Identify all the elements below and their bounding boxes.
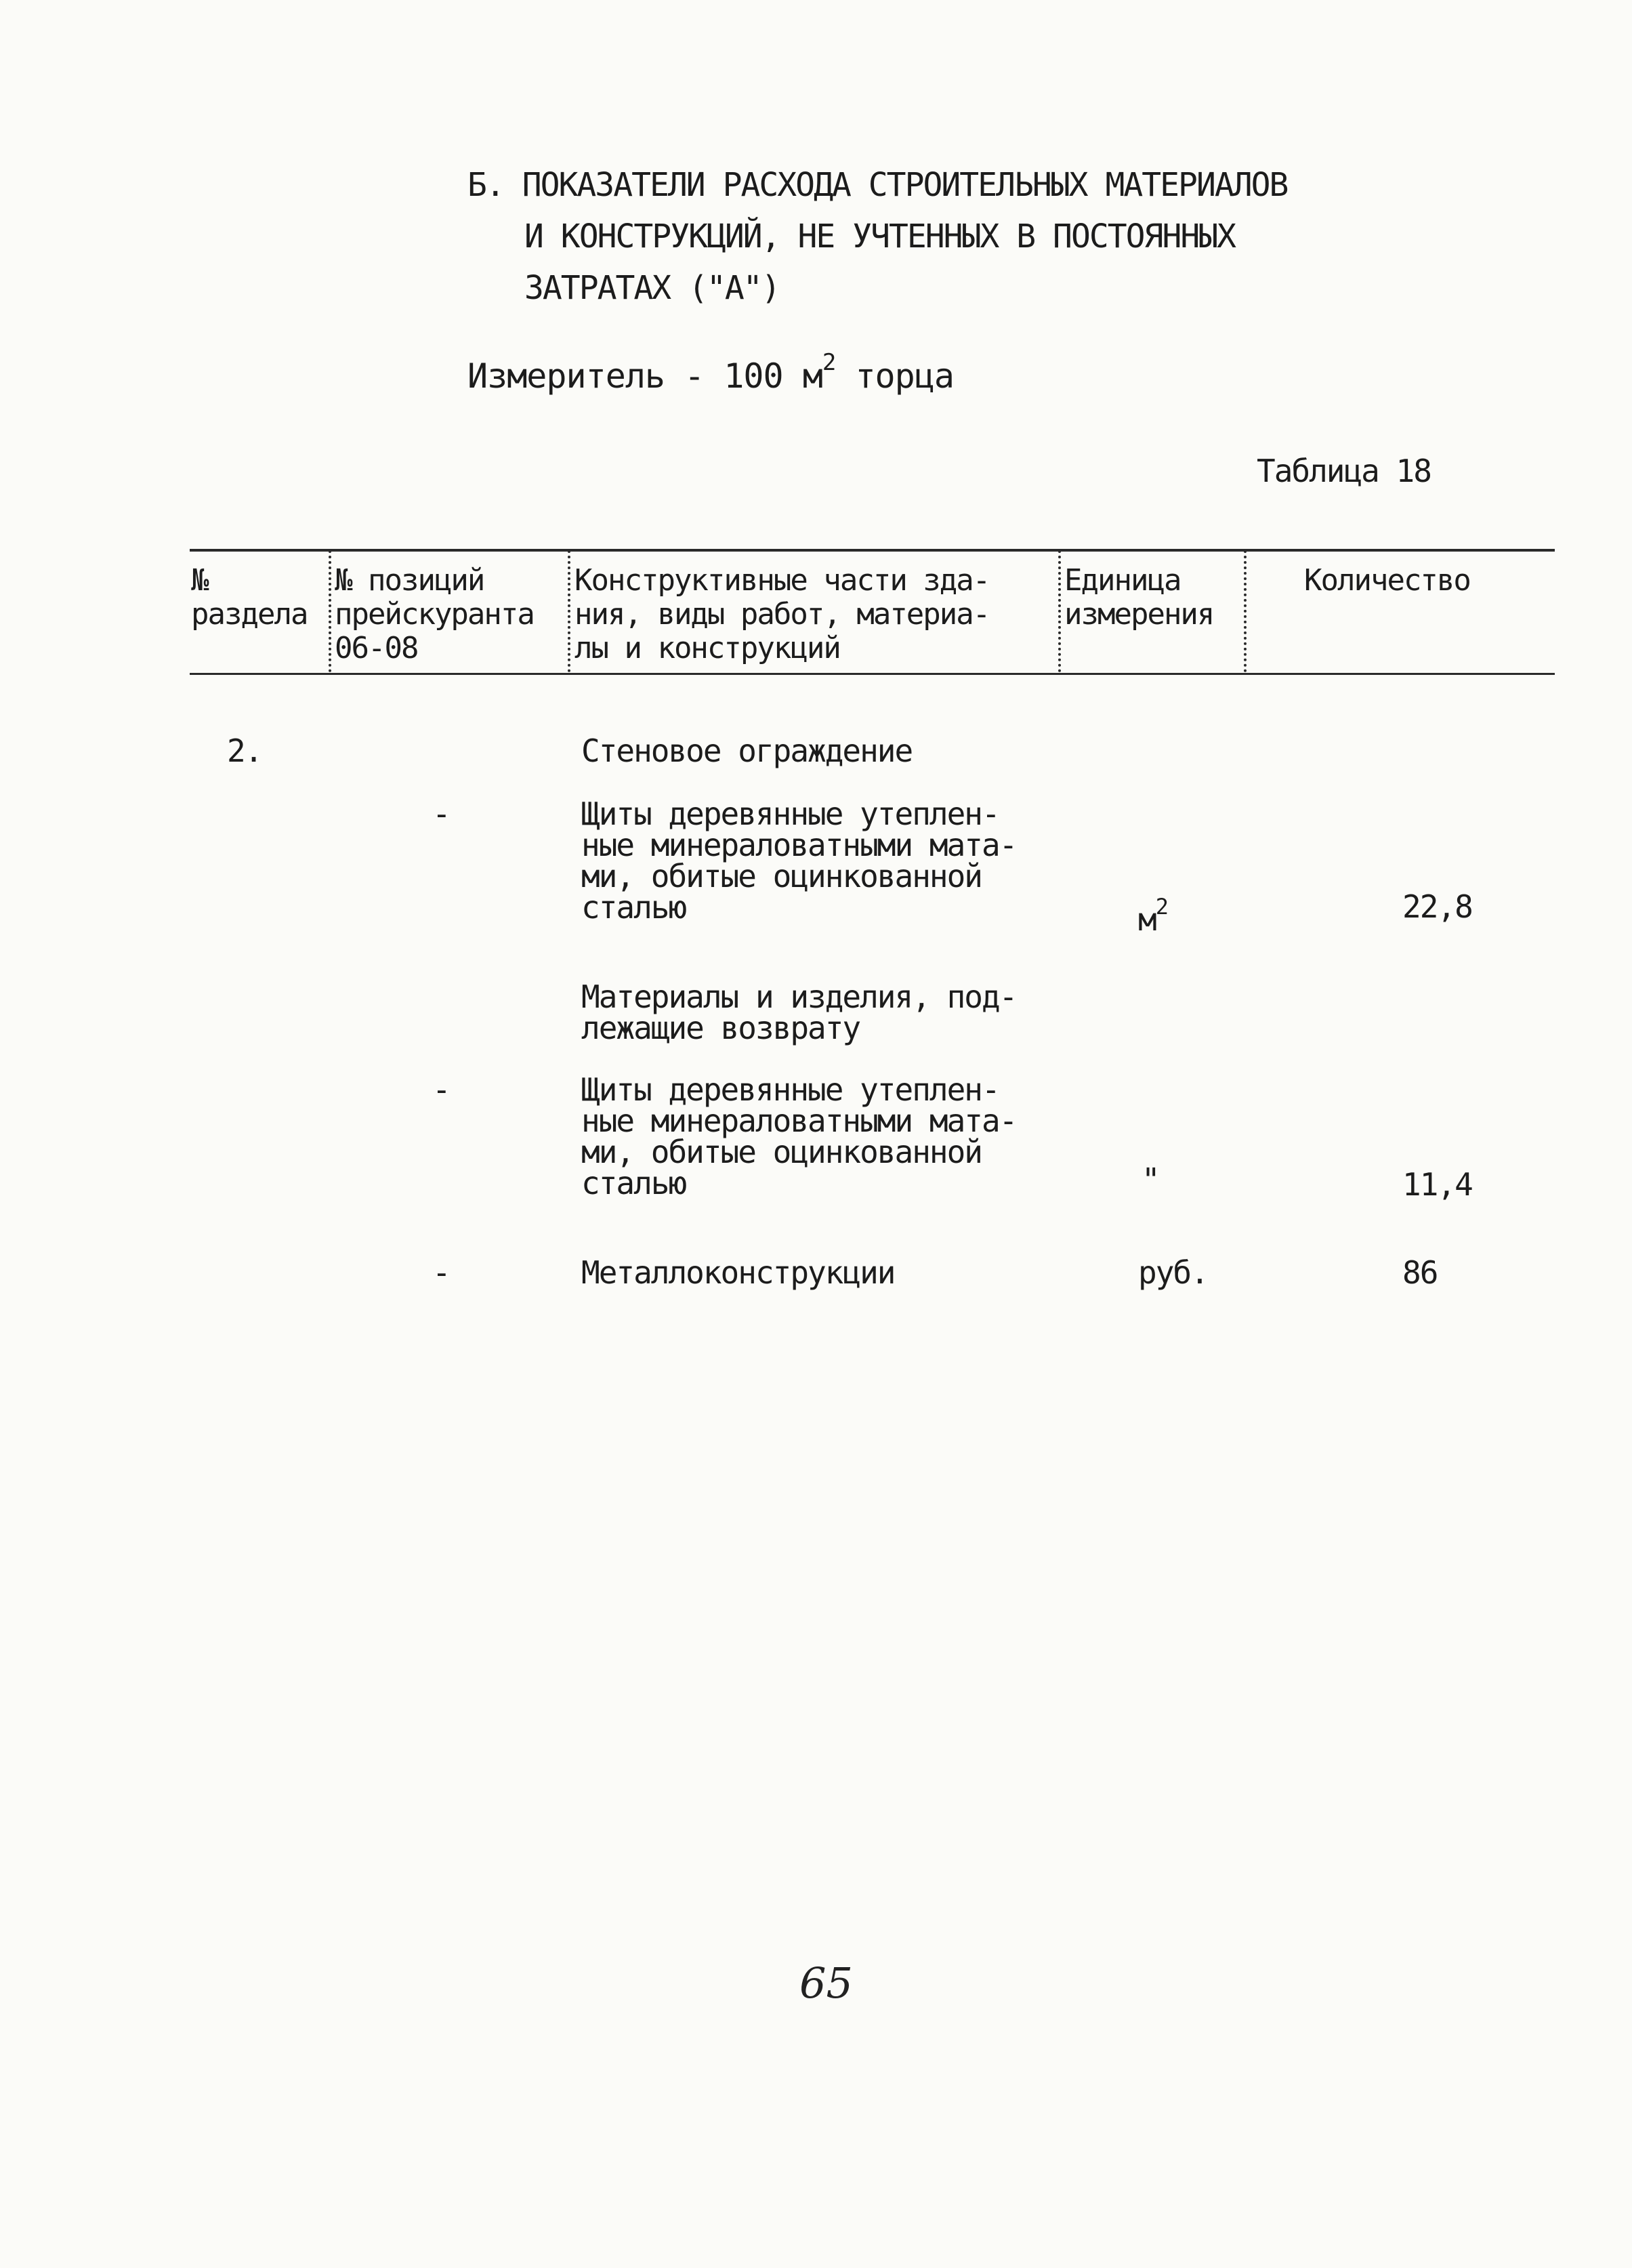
heading-line-3: ЗАТРАТАХ ("А") [524,269,780,307]
column-divider [329,550,331,672]
column-header-description: Конструктивные части зда- ния, виды работ, материа- лы и конструкций [574,563,990,665]
column-header-section-no: № раздела [191,563,308,632]
item-3-position: - [432,1254,450,1291]
table-label: Таблица 18 [1257,453,1431,489]
column-divider [1244,550,1247,672]
column-header-quantity: Количество [1304,563,1470,598]
section-number: 2. [227,733,262,769]
item-2-description: Щиты деревянные утеплен- ные минераловатными мата- ми, обитые оцинкованной сталью [581,1071,1017,1201]
returnable-materials-subheading: Материалы и изделия, под- лежащие возврату [581,978,1017,1046]
section-title: Стеновое ограждение [581,733,913,769]
page-number: 65 [799,1958,853,2008]
item-2-unit: " [1142,1161,1159,1198]
item-1-unit: $м^2$ [1138,894,1167,938]
item-2-quantity: 11,4 [1402,1166,1472,1203]
item-1-position: - [432,796,450,832]
item-2-position: - [432,1071,450,1108]
table-header-bottom-rule [190,673,1555,675]
item-3-quantity: 86 [1402,1254,1438,1291]
column-divider [568,550,570,672]
unit-of-measure: Измеритель - 100 $м^2$ торца [467,349,954,396]
item-3-description: Металлоконструкции [581,1254,895,1291]
item-1-quantity: 22,8 [1402,888,1472,925]
heading-line-1: Б. ПОКАЗАТЕЛИ РАСХОДА СТРОИТЕЛЬНЫХ МАТЕРИАЛОВ [467,166,1288,204]
column-header-unit: Единица измерения [1064,563,1214,632]
column-divider [1058,550,1061,672]
heading-line-2: И КОНСТРУКЦИЙ, НЕ УЧТЕННЫХ В ПОСТОЯННЫХ [524,218,1236,255]
item-3-unit: руб. [1138,1254,1208,1291]
table-top-rule [190,549,1555,552]
item-1-description: Щиты деревянные утеплен- ные минераловатными мата- ми, обитые оцинкованной сталью [581,796,1017,926]
document-heading [467,159,1416,314]
column-header-price-list-position: № позиций прейскуранта 06-08 [335,563,534,665]
